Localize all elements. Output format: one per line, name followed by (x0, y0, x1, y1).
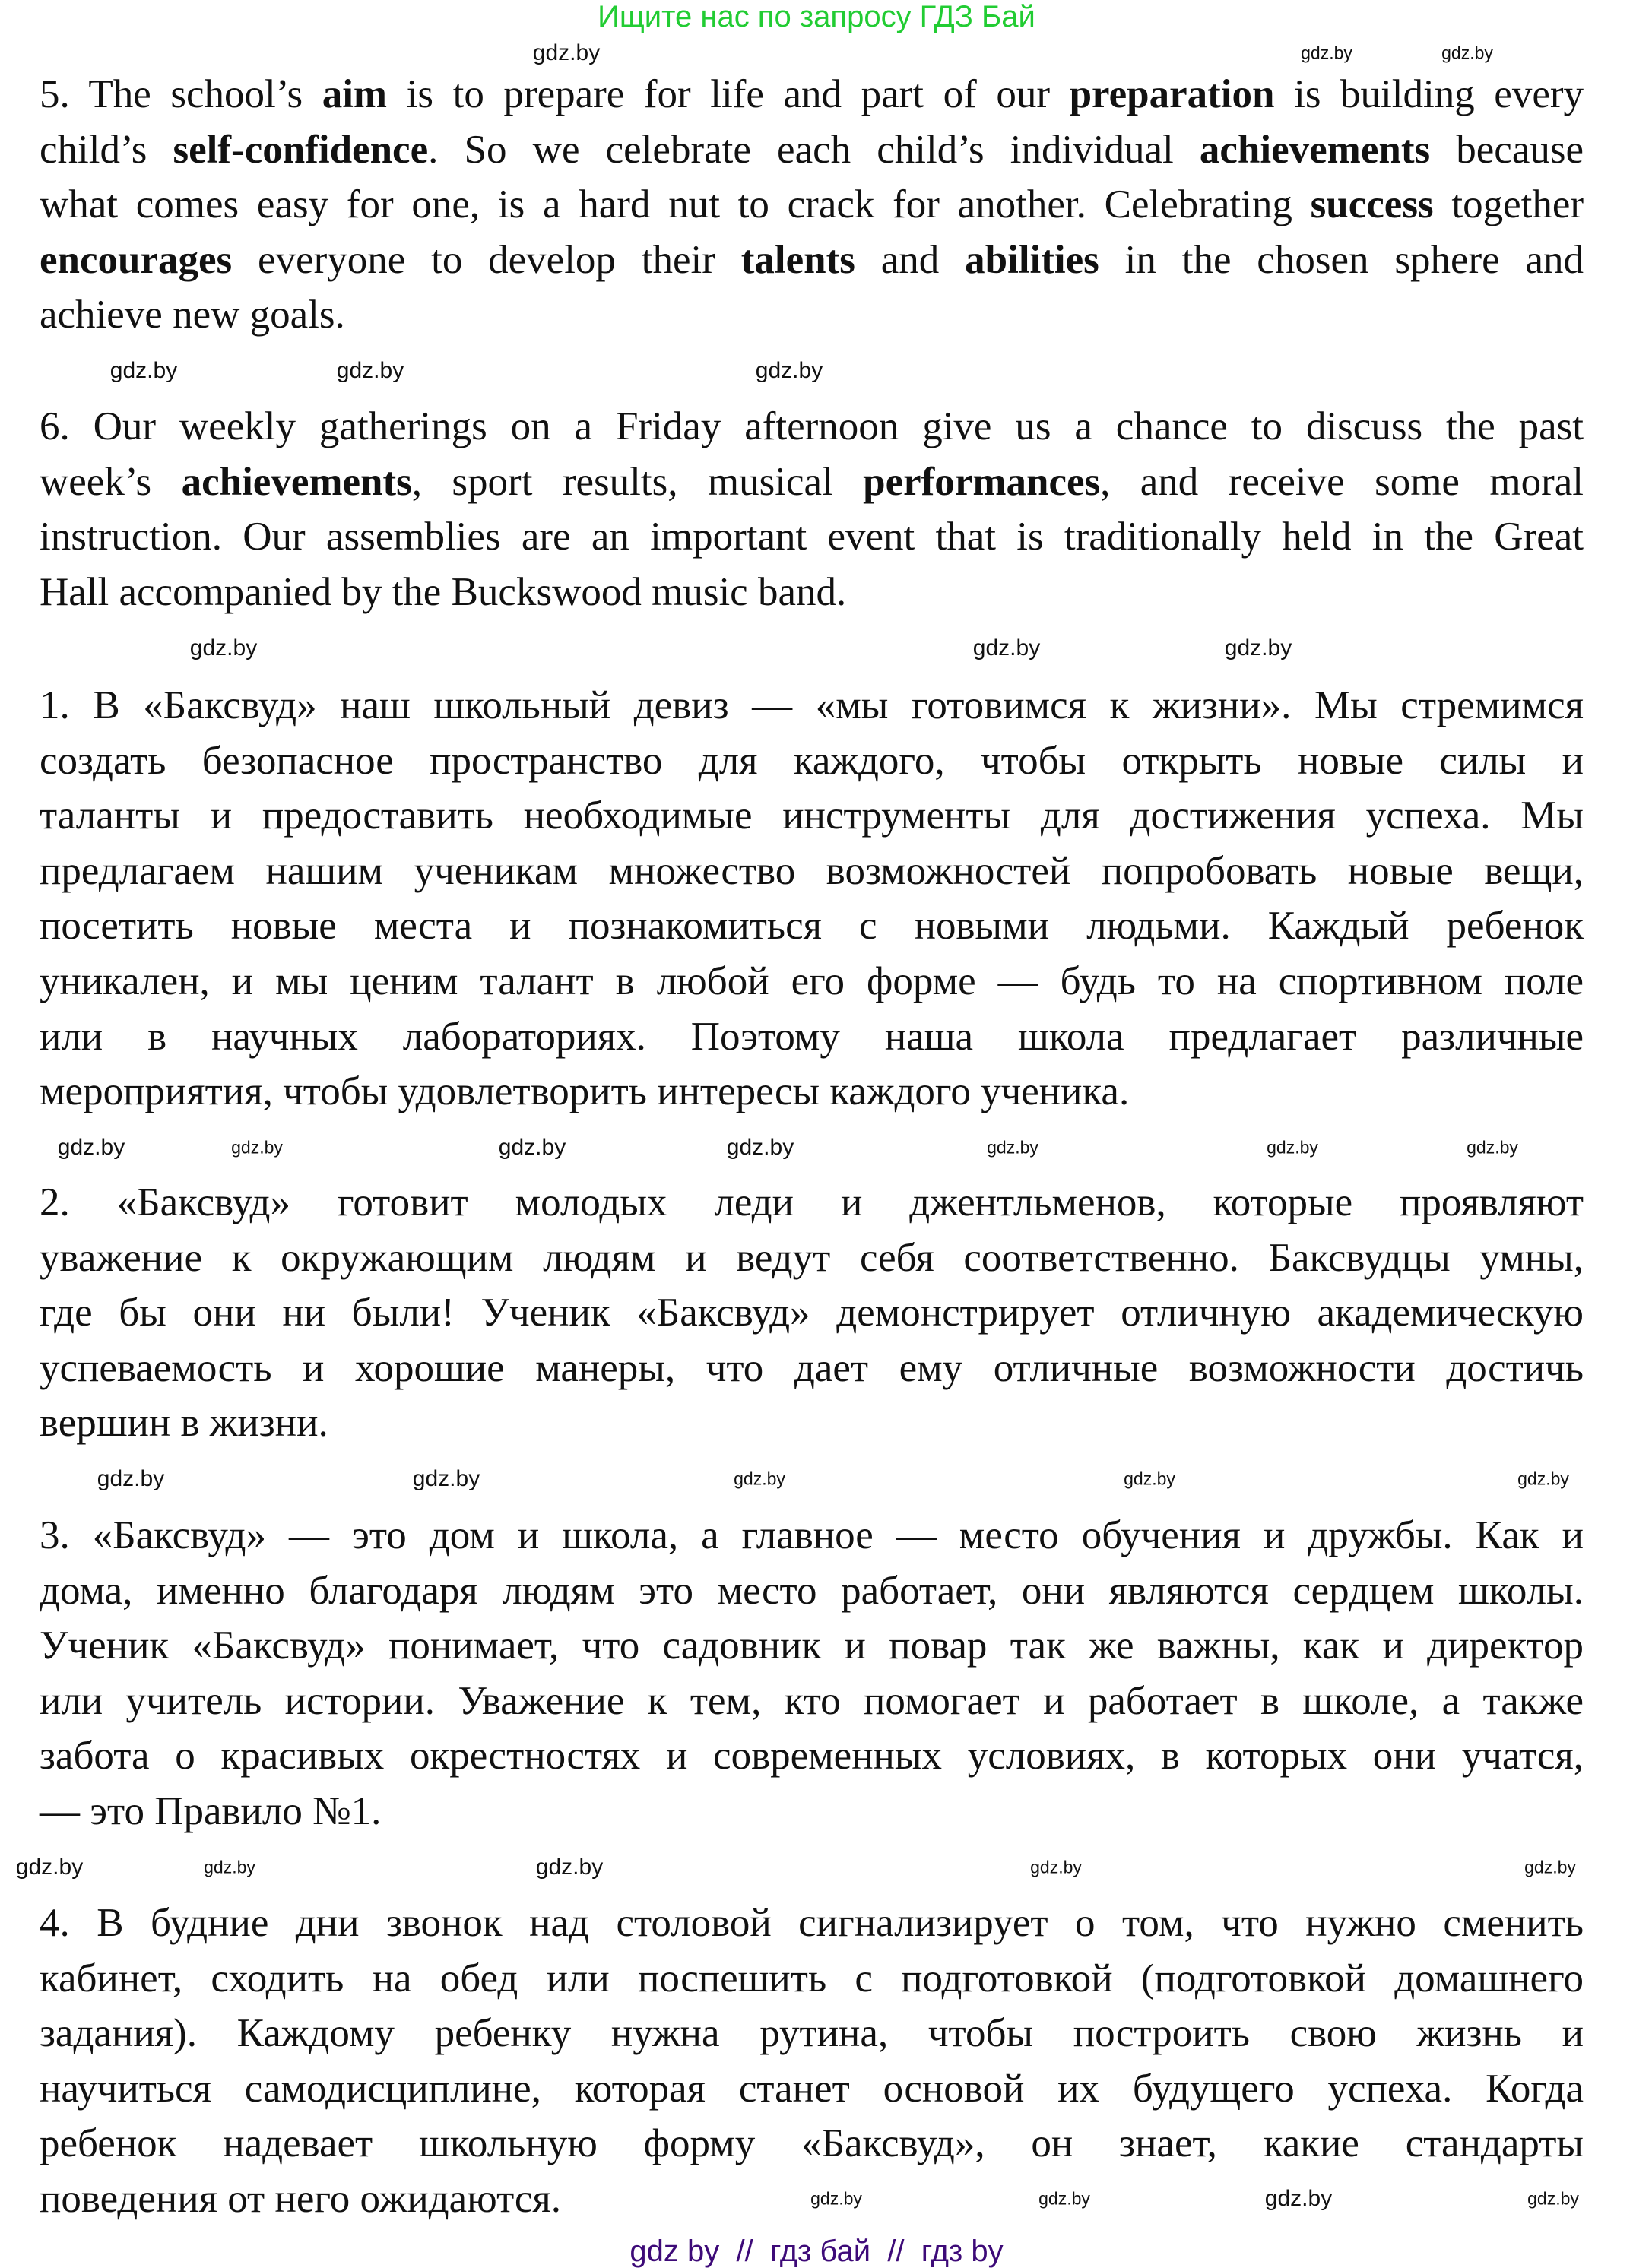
text-segment: кабинет, сходить на обед или поспешить с подготовкой (подготовкой домашнего (40, 1956, 1584, 2000)
text-line-content (40, 2061, 1584, 2117)
text-line-content (40, 2116, 1584, 2171)
text-segment: and (855, 237, 966, 282)
bold-term: encourages (40, 237, 233, 282)
text-segment: посетить новые места и познакомиться с новыми людьми. Каждый ребенок (40, 904, 1584, 949)
text-segment: мероприятия, чтобы удовлетворить интересы каждого ученика. (40, 1069, 1130, 1114)
text-line-content (40, 788, 1584, 844)
watermark: gdz.by (1224, 635, 1292, 660)
text-segment: ребенок надевает школьную форму «Баксвуд», он знает, какие стандарты (40, 2121, 1584, 2166)
text-line (40, 177, 1584, 233)
watermark: gdz.by (189, 635, 258, 660)
text-line-content (40, 287, 345, 343)
text-line (40, 1175, 1584, 1231)
text-segment: уважение к окружающим людям и ведут себя соответственно. Баксвудцы умны, (40, 1235, 1584, 1280)
bold-term: abilities (965, 237, 1099, 282)
text-line (40, 509, 1584, 565)
text-line (40, 1231, 1584, 1286)
text-line (40, 1674, 1584, 1729)
watermark: gdz.by (987, 1137, 1038, 1158)
text-line-content (40, 122, 1584, 178)
text-line (40, 1563, 1584, 1619)
text-line (40, 1896, 1584, 1951)
text-segment: 2. «Баксвуд» готовит молодых леди и джентльменов, которые проявляют (40, 1180, 1584, 1224)
search-banner: Ищите нас по запросу ГДЗ Бай (598, 0, 1035, 33)
text-segment: instruction. Our assemblies are an important event that is traditionally held in the Great (40, 515, 1584, 559)
text-line-content (40, 1951, 1584, 2007)
text-line (40, 1784, 1584, 1839)
watermark: gdz.by (336, 358, 404, 383)
text-line-content (40, 1674, 1584, 1729)
text-line (40, 898, 1584, 954)
footer-links: gdz by // гдз бай // гдз by (629, 2235, 1004, 2268)
watermark: gdz.by (1517, 1468, 1569, 1489)
paragraph (40, 1175, 1584, 1451)
watermark: gdz.by (1524, 1857, 1576, 1877)
text-line-content (40, 844, 1584, 899)
text-segment: 6. Our weekly gatherings on a Friday afternoon give us a chance to discuss the past (40, 404, 1584, 448)
text-line (40, 844, 1584, 899)
text-line (40, 1009, 1584, 1065)
text-segment: in the chosen sphere and (1099, 237, 1584, 282)
text-line (40, 733, 1584, 789)
text-segment: 3. «Баксвуд» — это дом и школа, а главное — место обучения и дружбы. Как и (40, 1513, 1584, 1557)
text-line-content (40, 1618, 1584, 1674)
watermark: gdz.by (1467, 1137, 1518, 1158)
bold-term: performances (863, 459, 1101, 504)
watermark: gdz.by (532, 40, 601, 65)
text-line-content (40, 678, 1584, 733)
watermark: gdz.by (15, 1855, 84, 1880)
text-line-content (40, 233, 1584, 288)
text-line-content (40, 455, 1584, 510)
text-line (40, 954, 1584, 1009)
text-segment: научиться самодисциплине, которая станет основой их будущего успеха. Когда (40, 2066, 1584, 2111)
text-line-content (40, 1395, 328, 1451)
text-line (40, 1951, 1584, 2007)
paragraph (40, 1508, 1584, 1839)
text-line-content (40, 565, 846, 620)
text-line (40, 788, 1584, 844)
text-line-content (40, 1064, 1129, 1120)
text-segment: . So we celebrate each child’s individual (428, 127, 1200, 172)
text-segment: или учитель истории. Уважение к тем, кто помогает и работает в школе, а также (40, 1678, 1584, 1723)
text-line-content (40, 1009, 1584, 1065)
watermark: gdz.by (972, 635, 1041, 660)
watermark: gdz.by (535, 1855, 604, 1880)
text-segment: Hall accompanied by the Buckswood music band. (40, 569, 847, 614)
text-line-content (40, 2006, 1584, 2061)
watermark: gdz.by (1124, 1468, 1175, 1489)
bold-term: talents (740, 237, 855, 282)
bold-term: self-confidence (173, 127, 429, 172)
text-line (40, 1064, 1584, 1120)
text-line-content (40, 1728, 1584, 1784)
text-segment: забота о красивых окрестностях и современных условиях, в которых они учатся, (40, 1734, 1584, 1779)
text-line-content (40, 898, 1584, 954)
watermark: gdz.by (810, 2188, 862, 2209)
watermark: gdz.by (1301, 43, 1352, 63)
text-segment: 1. В «Баксвуд» наш школьный девиз — «мы готовимся к жизни». Мы стремимся (40, 683, 1584, 727)
text-segment: успеваемость и хорошие манеры, что дает ему отличные возможности достичь (40, 1345, 1584, 1390)
paragraph (40, 678, 1584, 1120)
text-line (40, 399, 1584, 455)
text-segment: таланты и предоставить необходимые инструменты для достижения успеха. Мы (40, 793, 1584, 838)
text-line (40, 455, 1584, 510)
text-line-content (40, 1896, 1584, 1951)
watermark: gdz.by (57, 1135, 125, 1160)
watermark: gdz.by (1267, 1137, 1318, 1158)
text-segment: создать безопасное пространство для каждого, чтобы открыть новые силы и (40, 738, 1584, 783)
watermark: gdz.by (1527, 2188, 1579, 2209)
text-segment: , sport results, musical (411, 459, 864, 504)
text-line-content (40, 954, 1584, 1009)
text-segment: child’s (40, 127, 173, 172)
bold-term: achievements (1199, 127, 1431, 172)
text-line-content (40, 1563, 1584, 1619)
text-segment: вершин в жизни. (40, 1401, 328, 1446)
text-segment: задания). Каждому ребенку нужна рутина, чтобы построить свою жизнь и (40, 2011, 1584, 2056)
text-line (40, 1618, 1584, 1674)
paragraph (40, 1896, 1584, 2227)
text-line (40, 678, 1584, 733)
text-line-content (40, 733, 1584, 789)
text-line-content (40, 1285, 1584, 1341)
text-segment: — это Правило №1. (40, 1788, 382, 1833)
bold-term: preparation (1069, 72, 1275, 116)
text-segment: what comes easy for one, is a hard nut to crack for another. Celebrating (40, 182, 1311, 227)
text-segment: или в научных лабораториях. Поэтому наша школа предлагает различные (40, 1014, 1584, 1059)
text-line-content (40, 2171, 561, 2227)
text-line (40, 2061, 1584, 2117)
watermark: gdz.by (231, 1137, 283, 1158)
watermark: gdz.by (726, 1135, 794, 1160)
text-line-content (40, 1175, 1584, 1231)
text-segment: уникален, и мы ценим талант в любой его форме — будь то на спортивном поле (40, 958, 1584, 1003)
text-line-content (40, 1231, 1584, 1286)
text-line-content (40, 177, 1584, 233)
bold-term: success (1310, 182, 1434, 227)
paragraph (40, 399, 1584, 619)
text-segment: is to prepare for life and part of our (387, 72, 1070, 116)
text-line (40, 122, 1584, 178)
watermark: gdz.by (1264, 2186, 1333, 2211)
watermark: gdz.by (412, 1466, 480, 1491)
bold-term: achievements (181, 459, 412, 504)
text-segment: , and receive some moral (1100, 459, 1584, 504)
text-line-content (40, 67, 1584, 122)
text-line-content (40, 509, 1584, 565)
watermark: gdz.by (109, 358, 178, 383)
text-line-content (40, 1784, 381, 1839)
text-line-content (40, 1341, 1584, 1396)
watermark: gdz.by (734, 1468, 785, 1489)
text-segment: together (1433, 182, 1584, 227)
watermark: gdz.by (498, 1135, 566, 1160)
text-segment: Ученик «Баксвуд» понимает, что садовник и повар так же важны, как и директор (40, 1623, 1584, 1668)
text-line (40, 1285, 1584, 1341)
watermark: gdz.by (1038, 2188, 1090, 2209)
watermark: gdz.by (204, 1857, 255, 1877)
text-line (40, 233, 1584, 288)
watermark: gdz.by (1441, 43, 1493, 63)
text-segment: предлагаем нашим ученикам множество возможностей попробовать новые вещи, (40, 848, 1584, 893)
text-segment: 5. The school’s (40, 72, 322, 116)
watermark: gdz.by (1030, 1857, 1082, 1877)
text-segment: поведения от него ожидаются. (40, 2176, 562, 2221)
text-line (40, 1395, 1584, 1451)
text-line-content (40, 399, 1584, 455)
text-segment: achieve new goals. (40, 293, 345, 337)
text-line-content (40, 1508, 1584, 1563)
text-segment: 4. В будние дни звонок над столовой сигнализирует о том, что нужно сменить (40, 1901, 1584, 1945)
text-segment: week’s (40, 459, 182, 504)
text-segment: everyone to develop their (232, 237, 741, 282)
watermark: gdz.by (755, 358, 823, 383)
text-segment: is building every (1274, 72, 1584, 116)
paragraph (40, 67, 1584, 343)
text-line (40, 2116, 1584, 2171)
text-line (40, 2006, 1584, 2061)
text-line (40, 1508, 1584, 1563)
text-segment: где бы они ни были! Ученик «Баксвуд» демонстрирует отличную академическую (40, 1291, 1584, 1335)
text-line (40, 67, 1584, 122)
watermark: gdz.by (97, 1466, 165, 1491)
bold-term: aim (322, 72, 388, 116)
text-line (40, 287, 1584, 343)
text-line (40, 565, 1584, 620)
text-segment: because (1430, 127, 1584, 172)
text-segment: дома, именно благодаря людям это место работает, они являются сердцем школы. (40, 1568, 1584, 1613)
text-line (40, 1728, 1584, 1784)
text-line (40, 1341, 1584, 1396)
